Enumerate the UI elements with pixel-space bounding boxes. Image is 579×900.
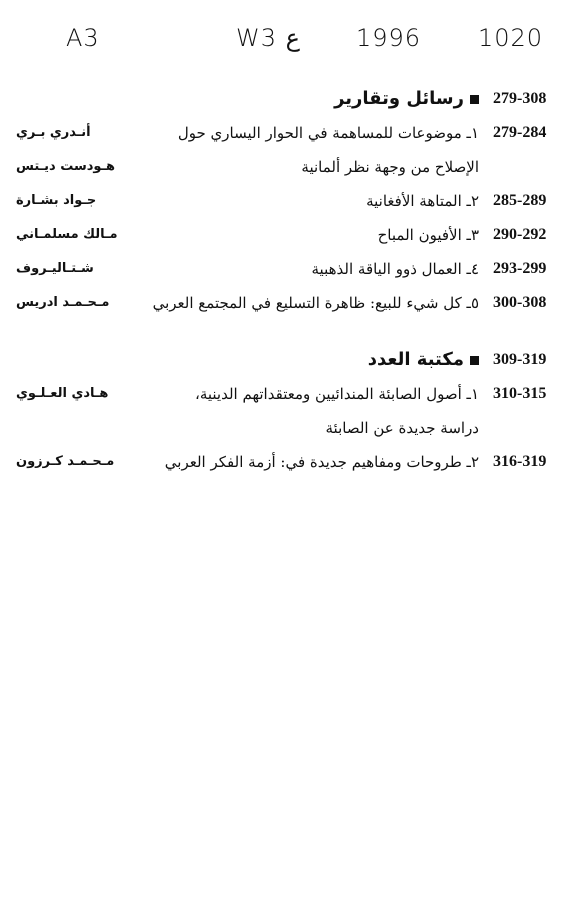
entry-author: جـواد بشـارة <box>16 193 97 208</box>
section-heading <box>0 82 579 116</box>
toc-entry <box>0 411 579 445</box>
page-range: 279-284 <box>493 124 547 141</box>
square-bullet-icon <box>470 356 479 365</box>
page-range: 300-308 <box>493 294 547 311</box>
entry-author: شـتـاليـروف <box>16 261 94 276</box>
toc-entry <box>0 445 579 479</box>
handwritten-annotation-2: W3 ع <box>236 24 300 52</box>
entry-title: ٥ـ كل شيء للبيع: ظاهرة التسليع في المجتمع العربي <box>152 294 479 312</box>
page-range: 279-308 <box>493 90 547 107</box>
section-issue-library <box>0 343 579 479</box>
page-range: 290-292 <box>493 226 547 243</box>
section-heading <box>0 343 579 377</box>
toc-entry <box>0 184 579 218</box>
square-bullet-icon <box>470 95 479 104</box>
entry-author: مـحـمـد ادريس <box>16 295 110 310</box>
entry-title: ٣ـ الأفيون المباح <box>377 226 479 244</box>
page-range: 310-315 <box>493 385 547 402</box>
toc-entry <box>0 286 579 320</box>
toc-entry <box>0 150 579 184</box>
entry-title: دراسة جديدة عن الصابئة <box>325 419 479 437</box>
page-range: 285-289 <box>493 192 547 209</box>
entry-title: ١ـ موضوعات للمساهمة في الحوار اليساري حول <box>177 124 479 142</box>
handwritten-annotation-3: 1996 <box>356 24 422 52</box>
entry-title: ٢ـ طروحات ومفاهيم جديدة في: أزمة الفكر العربي <box>164 453 479 471</box>
toc-entry <box>0 116 579 150</box>
entry-author: مـحـمـد كـرزون <box>16 454 115 469</box>
entry-author: أنـدري بـري <box>16 125 91 140</box>
page-range: 309-319 <box>493 351 547 368</box>
entry-title: ١ـ أصول الصابئة المندائيين ومعتقداتهم الدينية، <box>195 385 479 403</box>
entry-title: الإصلاح من وجهة نظر ألمانية <box>301 158 479 176</box>
toc-entry <box>0 377 579 411</box>
toc-entry <box>0 252 579 286</box>
handwritten-annotation-4: 1020 <box>478 24 544 52</box>
entry-title: ٤ـ العمال ذوو الياقة الذهبية <box>311 260 479 278</box>
toc-entry <box>0 218 579 252</box>
page-range: 316-319 <box>493 453 547 470</box>
section-title: رسائل وتقارير <box>334 82 479 116</box>
entry-author: هـادي العـلـوي <box>16 386 109 401</box>
section-title: مكتبة العدد <box>368 343 479 377</box>
handwritten-annotation-1: A3 <box>66 24 100 52</box>
page-range: 293-299 <box>493 260 547 277</box>
entry-author: هـودست ديـتس <box>16 159 116 174</box>
entry-title: ٢ـ المتاهة الأفغانية <box>366 192 479 210</box>
section-letters-reports <box>0 82 579 320</box>
entry-author: مـالك مسلمـاني <box>16 227 118 242</box>
